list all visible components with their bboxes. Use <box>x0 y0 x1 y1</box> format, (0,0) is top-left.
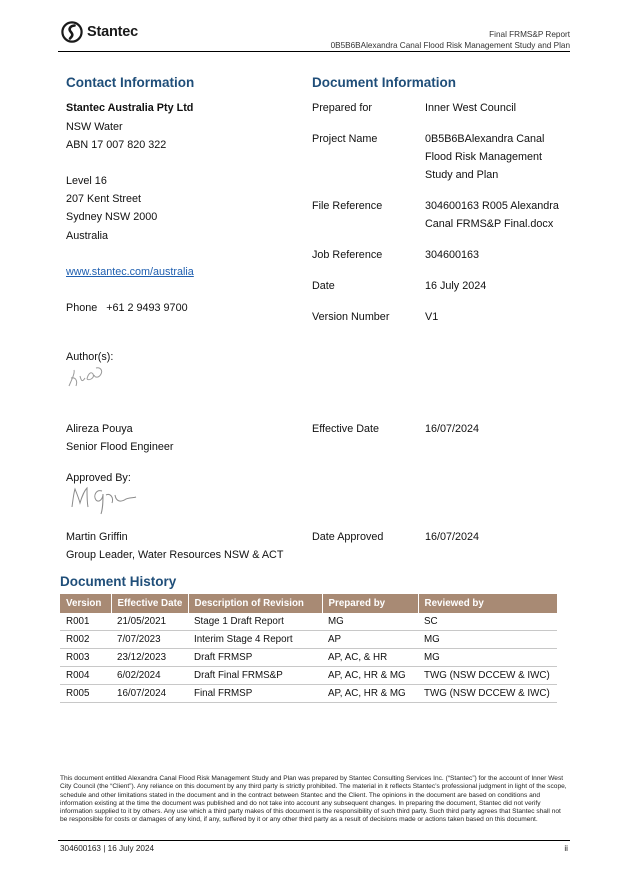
document-history-heading: Document History <box>60 574 177 589</box>
approved-by-label: Approved By: <box>66 472 131 484</box>
table-cell: 16/07/2024 <box>111 685 188 703</box>
footer-reference: 304600163 | 16 July 2024 <box>60 844 155 853</box>
stantec-logo <box>61 21 138 43</box>
table-cell: R005 <box>60 685 111 703</box>
effective-date-value: 16/07/2024 <box>425 423 480 435</box>
version-number-label: Version Number <box>312 311 390 323</box>
table-cell: AP, AC, HR & MG <box>322 667 418 685</box>
stantec-logo-icon <box>61 21 83 43</box>
column-header: Description of Revision <box>188 594 322 613</box>
date-approved-label: Date Approved <box>312 531 384 543</box>
company-name: Stantec Australia Pty Ltd <box>66 102 194 114</box>
version-number-value: V1 <box>425 311 439 323</box>
table-cell: TWG (NSW DCCEW & IWC) <box>418 685 557 703</box>
table-cell: R001 <box>60 613 111 631</box>
table-cell: 7/07/2023 <box>111 631 188 649</box>
report-subtitle: 0B5B6BAlexandra Canal Flood Risk Management Study and Plan <box>330 40 570 50</box>
website-link[interactable]: www.stantec.com/australia <box>66 266 194 278</box>
approver-title: Group Leader, Water Resources NSW & ACT <box>66 549 284 561</box>
project-name-value: Study and Plan <box>425 169 499 181</box>
table-cell: MG <box>322 613 418 631</box>
file-reference-value: 304600163 R005 Alexandra <box>425 200 559 212</box>
prepared-for-value: Inner West Council <box>425 102 517 114</box>
table-cell: MG <box>418 649 557 667</box>
date-value: 16 July 2024 <box>425 280 487 292</box>
table-row <box>60 667 557 685</box>
table-cell: R003 <box>60 649 111 667</box>
header-divider <box>58 51 570 52</box>
job-reference-label: Job Reference <box>312 249 383 261</box>
table-cell: AP <box>322 631 418 649</box>
table-cell: SC <box>418 613 557 631</box>
author-signature <box>66 364 114 390</box>
project-name-value: 0B5B6BAlexandra Canal <box>425 133 545 145</box>
address-line: Level 16 <box>66 175 107 187</box>
column-header: Reviewed by <box>418 594 557 613</box>
table-cell: TWG (NSW DCCEW & IWC) <box>418 667 557 685</box>
column-header: Prepared by <box>322 594 418 613</box>
date-approved-value: 16/07/2024 <box>425 531 480 543</box>
table-header-row <box>60 594 557 613</box>
report-header <box>331 30 570 51</box>
approver-signature <box>68 483 138 517</box>
document-info-heading: Document Information <box>312 75 456 90</box>
project-name-value: Flood Risk Management <box>425 151 543 163</box>
table-cell: Draft FRMSP <box>188 649 322 667</box>
document-history-table <box>60 594 557 703</box>
table-row <box>60 649 557 667</box>
approver-name: Martin Griffin <box>66 531 128 543</box>
date-label: Date <box>312 280 335 292</box>
disclaimer-text: This document entitled Alexandra Canal Flood Risk Management Study and Plan was prepared by Stantec Consulting Services Inc. (“Stantec”) for the account of Inner West City Council (the “Client”). Any reliance on this document by any third party is strictly prohibited. The material in it reflects Stantec’s professional judgment in light of the scope, schedule and other limitations stated in the document and in the contract between Stantec and the Client. The opinions in the document are based on conditions and information existing at the time the document was published and do not take into account any subsequent changes. In preparing the document, Stantec did not verify information supplied to it by others. Any use which a third party makes of this document is the responsibility of such third party. Such third party agrees that Stantec shall not be responsible for costs or damages of any kind, if any, suffered by it or any other third party as a result of decisions made or actions taken based on this document. <box>60 775 567 824</box>
address-line: Australia <box>66 230 109 242</box>
page-number: ii <box>564 844 568 853</box>
file-reference-value: Canal FRMS&P Final.docx <box>425 218 554 230</box>
logo-text: Stantec <box>87 24 138 40</box>
company-region: NSW Water <box>66 121 123 133</box>
column-header: Version <box>60 594 111 613</box>
footer-divider <box>58 840 570 841</box>
table-cell: 6/02/2024 <box>111 667 188 685</box>
table-cell: R002 <box>60 631 111 649</box>
effective-date-label: Effective Date <box>312 423 380 435</box>
table-row <box>60 685 557 703</box>
author-name: Alireza Pouya <box>66 423 133 435</box>
project-name-label: Project Name <box>312 133 378 145</box>
table-row <box>60 613 557 631</box>
address-line: Sydney NSW 2000 <box>66 211 158 223</box>
table-cell: MG <box>418 631 557 649</box>
table-cell: AP, AC, HR & MG <box>322 685 418 703</box>
table-cell: 23/12/2023 <box>111 649 188 667</box>
table-cell: Stage 1 Draft Report <box>188 613 322 631</box>
authors-label: Author(s): <box>66 351 114 363</box>
table-cell: Interim Stage 4 Report <box>188 631 322 649</box>
author-title: Senior Flood Engineer <box>66 441 174 453</box>
file-reference-label: File Reference <box>312 200 383 212</box>
table-cell: R004 <box>60 667 111 685</box>
job-reference-value: 304600163 <box>425 249 480 261</box>
table-cell: Final FRMSP <box>188 685 322 703</box>
address-line: 207 Kent Street <box>66 193 142 205</box>
table-row <box>60 631 557 649</box>
table-cell: AP, AC, & HR <box>322 649 418 667</box>
column-header: Effective Date <box>111 594 188 613</box>
table-cell: Draft Final FRMS&P <box>188 667 322 685</box>
table-cell: 21/05/2021 <box>111 613 188 631</box>
contact-heading: Contact Information <box>66 75 195 90</box>
report-title: Final FRMS&P Report <box>489 30 570 39</box>
phone-number: Phone +61 2 9493 9700 <box>66 302 188 314</box>
company-abn: ABN 17 007 820 322 <box>66 139 167 151</box>
prepared-for-label: Prepared for <box>312 102 373 114</box>
